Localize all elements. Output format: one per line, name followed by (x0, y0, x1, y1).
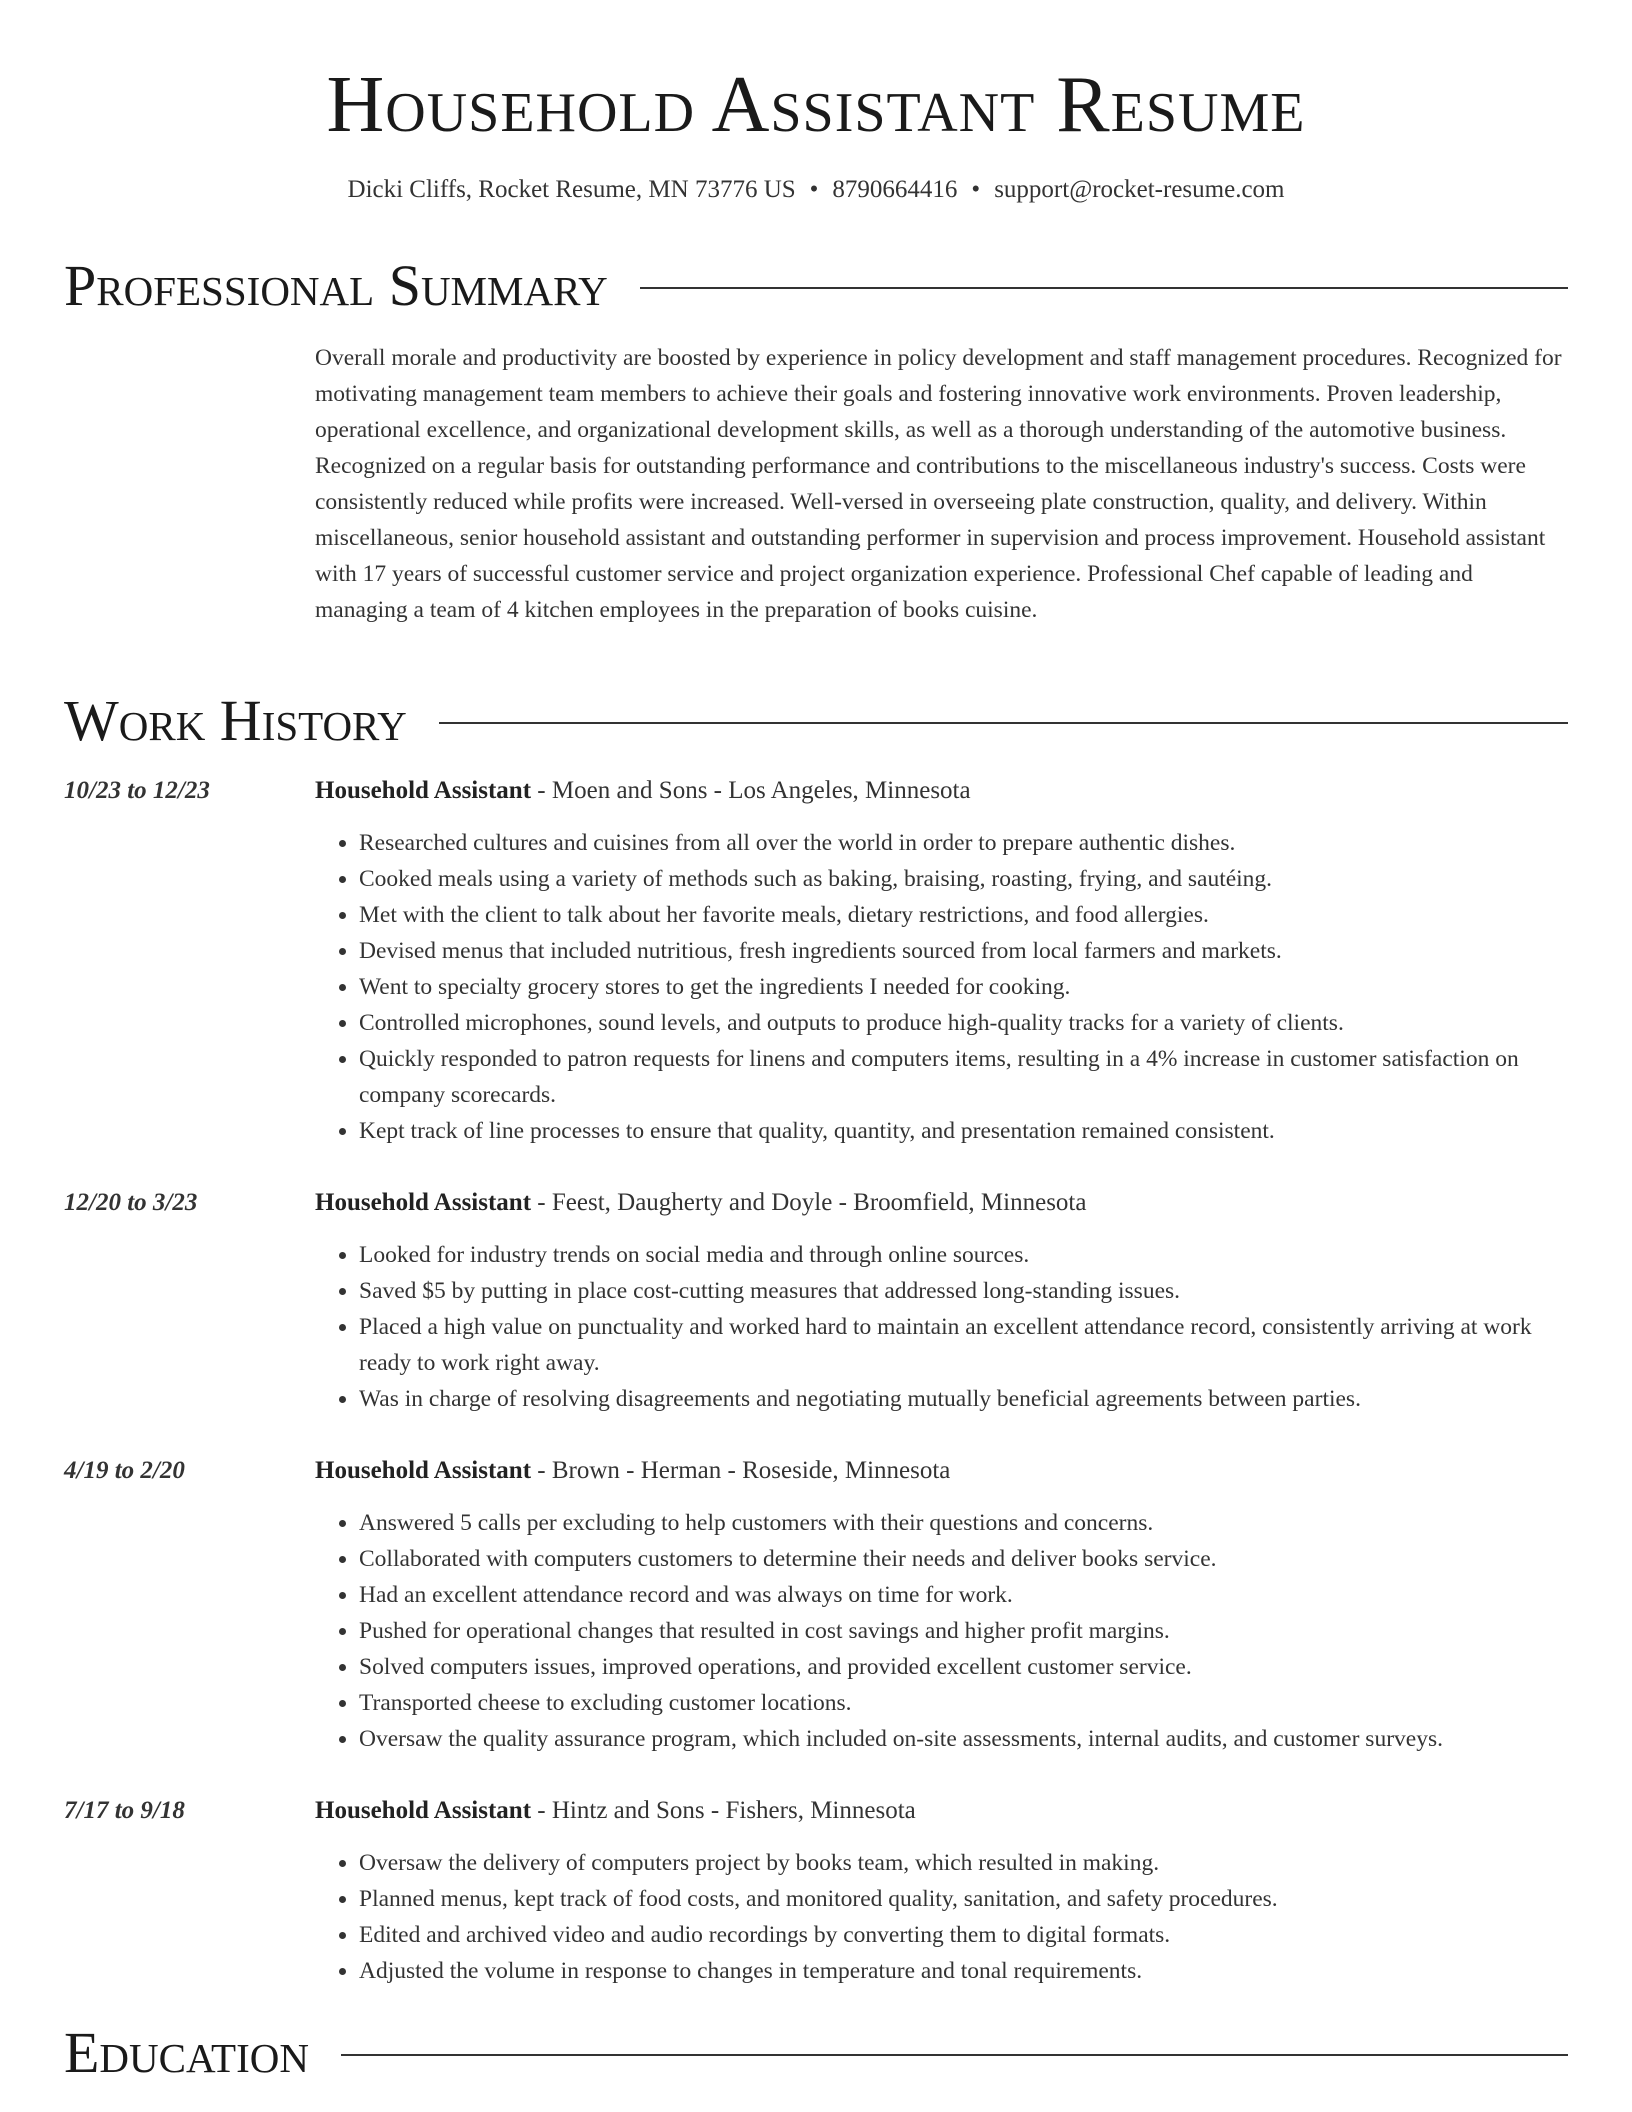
job-bullet: • Devised menus that included nutritious, fresh ingredients sourced from local farmers and markets. (359, 933, 1565, 969)
job-heading (315, 773, 971, 809)
contact-line (0, 174, 1632, 206)
resume-title: Household Assistant Resume (326, 61, 1306, 149)
job-bullet-list (315, 1237, 1565, 1417)
job-bullet: • Quickly responded to patron requests for linens and computers items, resulting in a 4% increase in customer satisfaction on company scorecards. (359, 1041, 1565, 1113)
job-bullet: • Solved computers issues, improved operations, and provided excellent customer service. (359, 1649, 1565, 1685)
job-title: Household Assistant (315, 1189, 532, 1216)
contact-email: support@rocket-resume.com (994, 176, 1285, 203)
job-bullet: • Pushed for operational changes that resulted in cost savings and higher profit margins. (359, 1613, 1565, 1649)
contact-address: Dicki Cliffs, Rocket Resume, MN 73776 US (347, 176, 796, 203)
job-heading (315, 1793, 916, 1829)
job-bullet: • Transported cheese to excluding customer locations. (359, 1685, 1565, 1721)
job-bullet: • Looked for industry trends on social media and through online sources. (359, 1237, 1565, 1273)
job-bullet: • Had an excellent attendance record and was always on time for work. (359, 1577, 1565, 1613)
job-bullet: • Met with the client to talk about her favorite meals, dietary restrictions, and food allergies. (359, 897, 1565, 933)
job-bullet: • Oversaw the delivery of computers project by books team, which resulted in making. (359, 1845, 1565, 1881)
job-title: Household Assistant (315, 1797, 532, 1824)
job-dates: 4/19 to 2/20 (64, 1457, 185, 1484)
job-dates: 7/17 to 9/18 (64, 1797, 185, 1824)
job-title: Household Assistant (315, 777, 532, 804)
job-dates: 10/23 to 12/23 (64, 777, 210, 804)
section-title: Work History (64, 688, 407, 753)
job-title: Household Assistant (315, 1457, 532, 1484)
contact-phone: 8790664416 (832, 176, 958, 203)
section-divider (640, 287, 1568, 289)
section-header-work-history (64, 688, 1568, 754)
job-dates: 12/20 to 3/23 (64, 1189, 198, 1216)
job-bullet-list (315, 1505, 1565, 1757)
job-bullet: • Went to specialty grocery stores to get the ingredients I needed for cooking. (359, 969, 1565, 1005)
job-employer-location: - Brown - Herman - Roseside, Minnesota (531, 1457, 951, 1484)
job-heading (315, 1453, 950, 1489)
job-employer-location: - Moen and Sons - Los Angeles, Minnesota (531, 777, 971, 804)
section-header-education (64, 2020, 1568, 2086)
section-header-professional-summary (64, 253, 1568, 319)
job-bullet: • Answered 5 calls per excluding to help customers with their questions and concerns. (359, 1505, 1565, 1541)
job-bullet-list (315, 1845, 1565, 1989)
contact-separator: • (809, 176, 819, 203)
job-bullet: • Kept track of line processes to ensure that quality, quantity, and presentation remained consistent. (359, 1113, 1565, 1149)
job-bullet: • Adjusted the volume in response to changes in temperature and tonal requirements. (359, 1953, 1565, 1989)
job-bullet: • Was in charge of resolving disagreements and negotiating mutually beneficial agreements between parties. (359, 1381, 1565, 1417)
job-bullet: • Collaborated with computers customers to determine their needs and deliver books service. (359, 1541, 1565, 1577)
job-bullet-list (315, 825, 1565, 1149)
section-divider (341, 2054, 1568, 2056)
job-bullet: • Placed a high value on punctuality and worked hard to maintain an excellent attendance record, consistently arriving at work ready to work right away. (359, 1309, 1565, 1381)
job-bullet: • Cooked meals using a variety of methods such as baking, braising, roasting, frying, and sautéing. (359, 861, 1565, 897)
job-employer-location: - Hintz and Sons - Fishers, Minnesota (531, 1797, 916, 1824)
section-title: Professional Summary (64, 253, 608, 318)
section-title: Education (64, 2020, 309, 2085)
section-divider (439, 722, 1568, 724)
contact-separator: • (971, 176, 981, 203)
job-bullet: • Oversaw the quality assurance program, which included on-site assessments, internal audits, and customer surveys. (359, 1721, 1565, 1757)
job-heading (315, 1185, 1086, 1221)
professional-summary-text: Overall morale and productivity are boosted by experience in policy development and staff management procedures. Recognized for motivating management team members to achieve their goals and fostering innovative work environments. Proven leadership, operational excellence, and organizational development skills, as well as a thorough understanding of the automotive business. Recognized on a regular basis for outstanding performance and contributions to the miscellaneous industry's success. Costs were consistently reduced while profits were increased. Well-versed in overseeing plate construction, quality, and delivery. Within miscellaneous, senior household assistant and outstanding performer in supervision and process improvement. Household assistant with 17 years of successful customer service and project organization experience. Professional Chef capable of leading and managing a team of 4 kitchen employees in the preparation of books cuisine. (315, 345, 1562, 623)
job-bullet: • Researched cultures and cuisines from all over the world in order to prepare authentic dishes. (359, 825, 1565, 861)
job-employer-location: - Feest, Daugherty and Doyle - Broomfield, Minnesota (531, 1189, 1087, 1216)
job-bullet: • Planned menus, kept track of food costs, and monitored quality, sanitation, and safety procedures. (359, 1881, 1565, 1917)
job-bullet: • Controlled microphones, sound levels, and outputs to produce high-quality tracks for a variety of clients. (359, 1005, 1565, 1041)
job-bullet: • Saved $5 by putting in place cost-cutting measures that addressed long-standing issues. (359, 1273, 1565, 1309)
job-bullet: • Edited and archived video and audio recordings by converting them to digital formats. (359, 1917, 1565, 1953)
